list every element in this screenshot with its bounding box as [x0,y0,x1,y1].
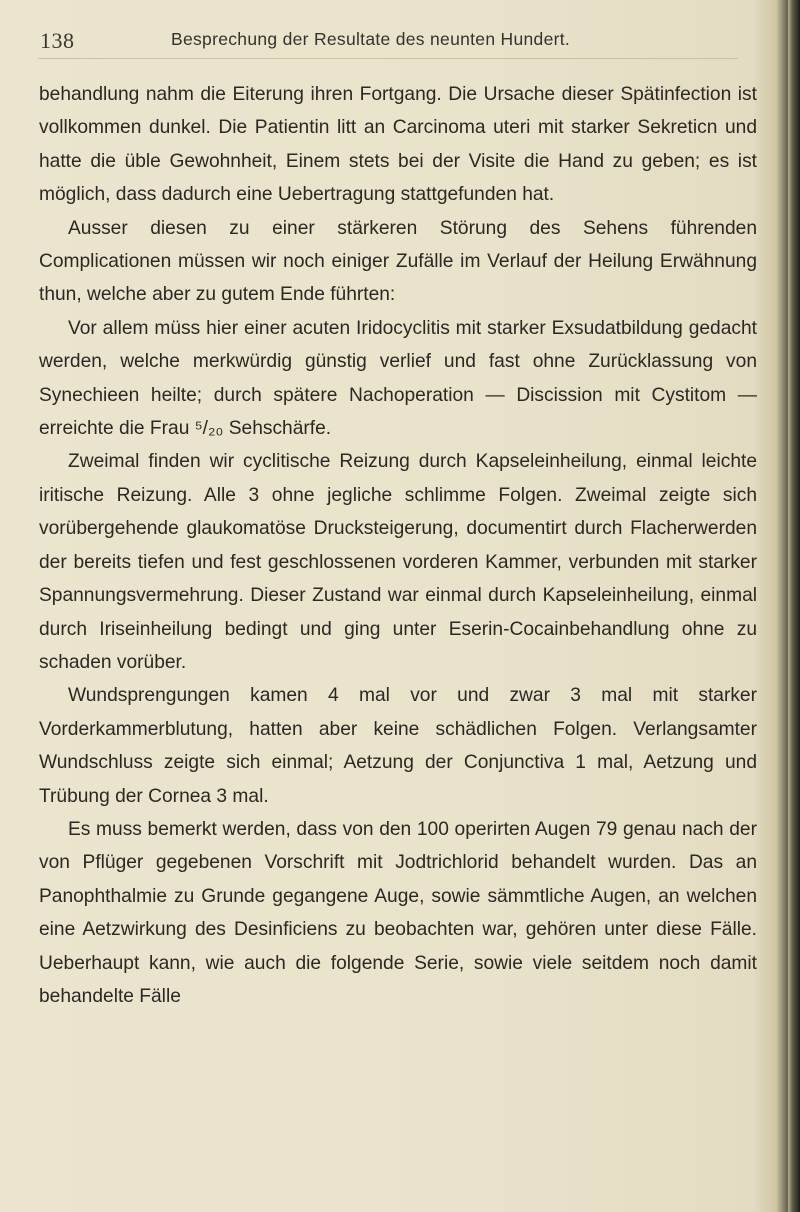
paragraph-5: Wundsprengungen kamen 4 mal vor und zwar 3 mal mit starker Vorderkammerblutung, hatten aber keine schädlichen Folgen. Verlangsamter Wundschluss zeigte sich einmal; Aetzung der Conjunctiva 1 mal, Aetzung und Trübung der Cornea 3 mal. [39,685,757,807]
paragraph-2: Ausser diesen zu einer stärkeren Störung des Sehens führenden Complicationen müssen wir noch einiger Zufälle im Verlauf der Heilung Erwähnung thun, welche aber zu gutem Ende führten: [39,217,757,306]
page-header [38,28,778,60]
paragraph-4: Zweimal finden wir cyclitische Reizung durch Kapseleinheilung, einmal leichte iritische Reizung. Alle 3 ohne jegliche schlimme Folgen. Zweimal zeigte sich vorübergehende glaukomatöse Drucksteigerung, documentirt durch Flacherwerden der bereits tiefen und fest geschlossenen vorderen Kammer, verbunden mit starker Spannungsvermehrung. Dieser Zustand war einmal durch Kapseleinheilung, einmal durch Iriseinheilung bedingt und ging unter Eserin-Cocainbehandlung ohne zu schaden vorüber. [39,451,757,673]
paragraph-6: Es muss bemerkt werden, dass von den 100 operirten Augen 79 genau nach der von Pflüger gegebenen Vorschrift mit Jodtrichlorid behandelt wurden. Das an Panophthalmie zu Grunde gegangene Auge, sowie sämmtliche Augen, an welchen eine Aetzwirkung des Desinficiens zu beobachten war, gehören unter diese Fälle. Ueberhaupt kann, wie auch die folgende Serie, sowie viele seitdem noch damit behandelte Fälle [39,818,757,1007]
header-rule [38,58,738,59]
page-edge-shadow [788,0,800,1212]
paragraph-3: Vor allem müss hier einer acuten Iridocyclitis mit starker Exsudatbildung gedacht werden, welche merkwürdig günstig verlief und fast ohne Zurücklassung von Synechieen heilte; durch spätere Nachoperation — Discission mit Cystitom — erreichte die Frau ⁵/₂₀ Sehschärfe. [39,317,757,440]
paragraph-1: behandlung nahm die Eiterung ihren Fortgang. Die Ursache dieser Spätinfection ist vollkommen dunkel. Die Patientin litt an Carcinoma uteri mit starker Sekreticn und hatte die üble Gewohnheit, Einem stets bei der Visite die Hand zu geben; es ist möglich, dass dadurch eine Uebertragung stattgefunden hat. [39,84,757,206]
page-number: 138 [40,28,75,53]
body-text [39,78,757,1013]
running-title: Besprechung der Resultate des neunten Hundert. [171,29,571,49]
